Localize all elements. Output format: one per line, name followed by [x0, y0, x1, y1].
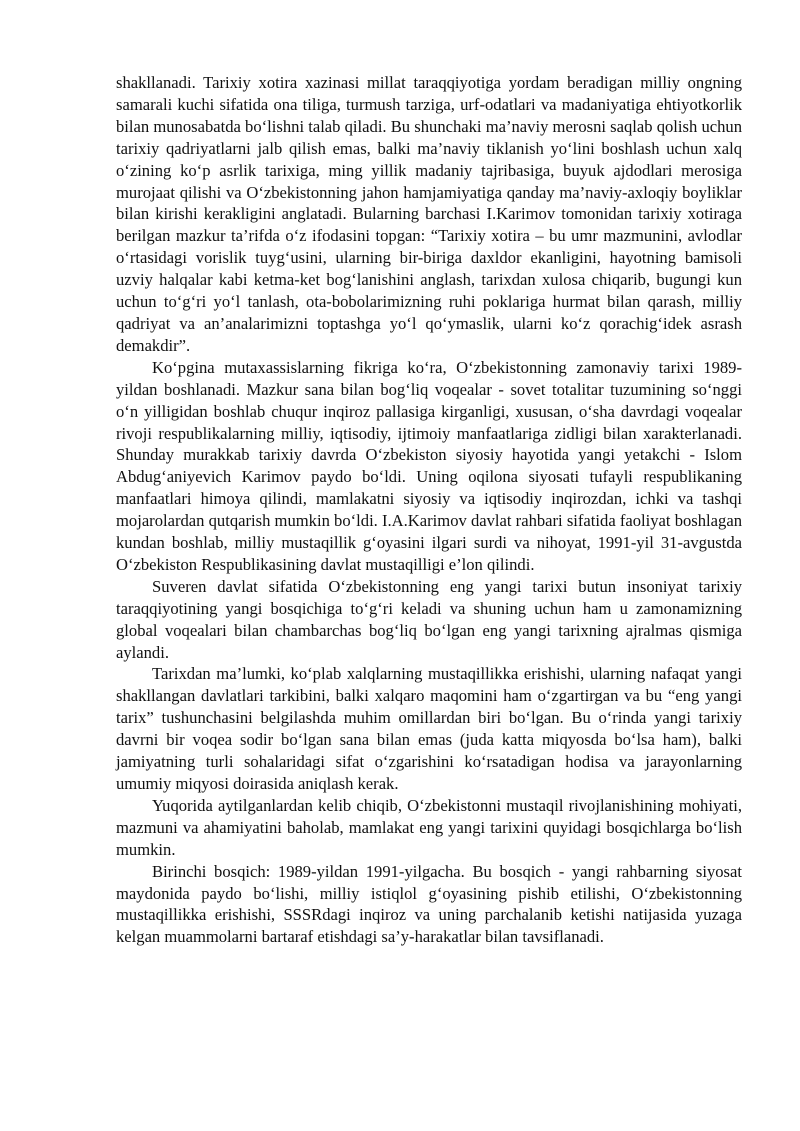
- paragraph-historical-memory: shakllanadi. Tarixiy xotira xazinasi millat taraqqiyotiga yordam beradigan milliy ongning samarali kuchi sifatida ona tiliga, turmush tarziga, urf-odatlari va madaniyatiga ehtiyotkorlik bilan munosabatda bo‘lishni talab qiladi. Bu shunchaki ma’naviy merosni saqlab qolish uchun tarixiy qadriyatlarni jalb qilish emas, balki ma’naviy tiklanish yo‘lini boshlash uchun xalq o‘zining ko‘p asrlik tarixiga, ming yillik madaniy tajribasiga, buyuk ajdodlari merosiga murojaat qilishi va O‘zbekistonning jahon hamjamiyatiga qanday ma’naviy-axloqiy boyliklar bilan kirishi kerakligini anglatadi. Bularning barchasi I.Karimov tomonidan tarixiy xotiraga berilgan mazkur ta’rifda o‘z ifodasini topgan: “Tarixiy xotira – bu umr mazmunini, avlodlar o‘rtasidagi vorislik tuyg‘usini, ularning bir-biriga daxldor ekanligini, hayotning bamisoli uzviy halqalar kabi ketma-ket bog‘lanishini anglash, tarixdan xulosa chiqarib, bugungi kun uchun to‘g‘ri yo‘l tanlash, ota-bobolarimizning ruhi poklariga hurmat bilan qarash, milliy qadriyat va an’analarimizni toptashga yo‘l qo‘ymaslik, ularni ko‘z qorachig‘idek asrash demakdir”.: [116, 73, 742, 355]
- paragraph-modern-history-start: Ko‘pgina mutaxassislarning fikriga ko‘ra, O‘zbekistonning zamonaviy tarixi 1989-yildan boshlanadi. Mazkur sana bilan bog‘liq voqealar - sovet totalitar tuzumining so‘nggi o‘n yilligidan boshlab chuqur inqiroz pallasiga kirganligi, xususan, o‘sha davrdagi voqealar rivoji respublikalarning milliy, iqtisodiy, ijtimoiy manfaatlariga zidligi bilan xarakterlanadi. Shunday murakkab tarixiy davrda O‘zbekiston siyosiy hayotida yangi yetakchi - Islom Abdug‘aniyevich Karimov paydo bo‘ldi. Uning oqilona siyosati tufayli respublikaning manfaatlari himoya qilindi, mamlakatni siyosiy va iqtisodiy inqirozdan, ichki va tashqi mojarolardan qutqarish mumkin bo‘ldi. I.A.Karimov davlat rahbari sifatida faoliyat boshlagan kundan boshlab, milliy mustaqillik g‘oyasini ilgari surdi va nihoyat, 1991-yil 31-avgustda O‘zbekiston Respublikasining davlat mustaqilligi e’lon qilindi.: [116, 357, 742, 574]
- document-page: [116, 72, 742, 948]
- paragraph-periodization-intro: Yuqorida aytilganlardan kelib chiqib, O‘zbekistonni mustaqil rivojlanishining mohiyati, mazmuni va ahamiyatini baholab, mamlakat eng yangi tarixini quyidagi bosqichlarga bo‘lish mumkin.: [116, 795, 742, 859]
- paragraph-first-stage: Birinchi bosqich: 1989-yildan 1991-yilgacha. Bu bosqich - yangi rahbarning siyosat maydonida paydo bo‘lishi, milliy istiqlol g‘oyasining pishib etilishi, O‘zbekistonning mustaqillikka erishishi, SSSRdagi inqiroz va uning parchalanib ketishi natijasida yuzaga kelgan muammolarni bartaraf etishdagi sa’y-harakatlar bilan tavsiflanadi.: [116, 861, 742, 947]
- paragraph-sovereign-state: Suveren davlat sifatida O‘zbekistonning eng yangi tarixi butun insoniyat tarixiy taraqqiyotining yangi bosqichiga to‘g‘ri keladi va shuning uchun ham u zamonamizning global voqealari bilan chambarchas bog‘liq bo‘lgan eng yangi tarixning ajralmas qismiga aylandi.: [116, 576, 742, 662]
- paragraph-independence-significance: Tarixdan ma’lumki, ko‘plab xalqlarning mustaqillikka erishishi, ularning nafaqat yangi shakllangan davlatlari tarkibini, balki xalqaro maqomini ham o‘zgartirgan va bu “eng yangi tarix” tushunchasini belgilashda muhim omillardan biri bo‘lgan. Bu o‘rinda yangi tarixiy davrni bir voqea sodir bo‘lgan sana bilan emas (juda katta miqyosda bo‘lsa ham), balki jamiyatning turli sohalaridagi sifat o‘zgarishini ko‘rsatadigan hodisa va jarayonlarning umumiy miqyosi doirasida aniqlash kerak.: [116, 664, 742, 793]
